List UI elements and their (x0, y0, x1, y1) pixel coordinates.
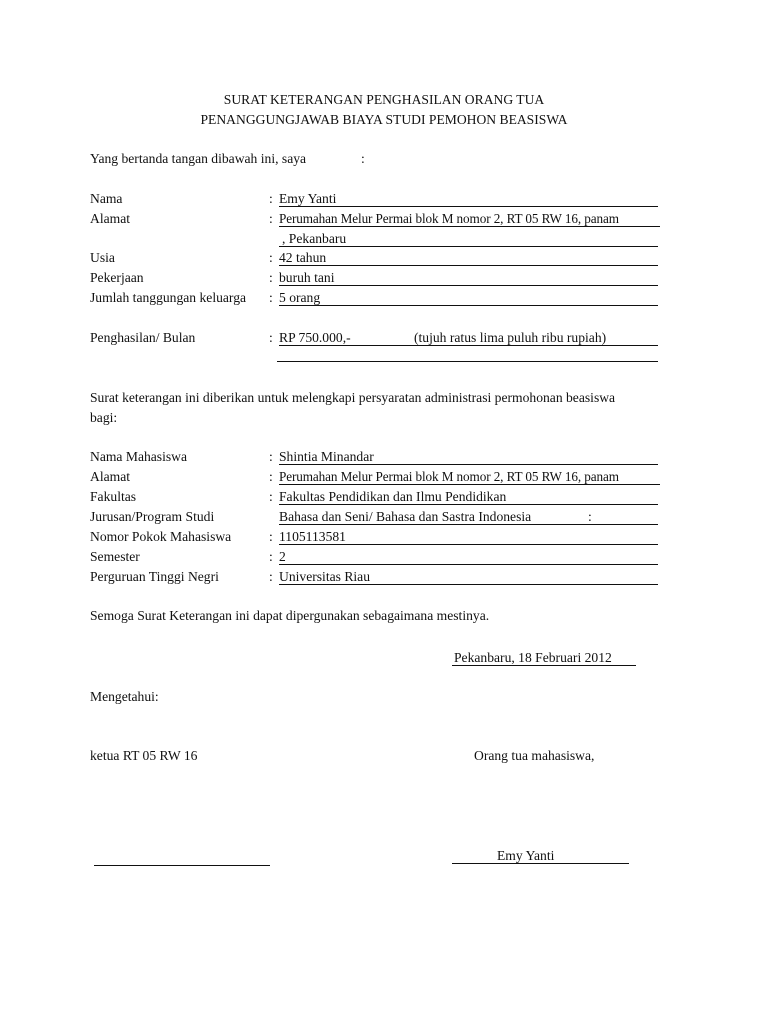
place-date: Pekanbaru, 18 Februari 2012 (454, 650, 612, 665)
separator-colon: : (269, 191, 273, 206)
acknowledged-label: Mengetahui: (90, 689, 159, 704)
student-major-colon: : (588, 509, 592, 524)
student-name-value: Shintia Minandar (279, 449, 374, 464)
student-address-underline (279, 484, 660, 485)
student-major-label: Jurusan/Program Studi (90, 509, 215, 524)
student-university-value: Universitas Riau (279, 569, 370, 584)
parent-income-value: RP 750.000,- (279, 330, 351, 345)
parent-address-underline-line1 (279, 226, 660, 227)
separator-colon: : (269, 569, 273, 584)
separator-colon: : (269, 449, 273, 464)
student-faculty-underline (279, 504, 658, 505)
student-npm-value: 1105113581 (279, 529, 346, 544)
parent-income-label: Penghasilan/ Bulan (90, 330, 196, 345)
signature-line-right (452, 863, 629, 864)
student-name-label: Nama Mahasiswa (90, 449, 188, 464)
parent-job-underline (279, 285, 658, 286)
separator-colon: : (269, 330, 273, 345)
student-university-label: Perguruan Tinggi Negri (90, 569, 219, 584)
parent-age-underline (279, 265, 658, 266)
separator-colon: : (269, 469, 273, 484)
place-date-underline (452, 665, 636, 666)
separator-colon: : (269, 290, 273, 305)
parent-income-underline (279, 345, 658, 346)
parent-name-underline (279, 206, 658, 207)
purpose-text-line1: Surat keterangan ini diberikan untuk melengkapi persyaratan administrasi permohonan beasiswa (90, 390, 616, 405)
intro-colon: : (361, 151, 365, 166)
student-semester-value: 2 (279, 549, 286, 564)
student-semester-underline (279, 564, 658, 565)
separator-colon: : (269, 211, 273, 226)
parent-name-value: Emy Yanti (279, 191, 337, 206)
signer-left-title: ketua RT 05 RW 16 (90, 748, 198, 763)
student-major-underline (279, 524, 658, 525)
signer-right-title: Orang tua mahasiswa, (474, 748, 595, 763)
separator-colon: : (269, 270, 273, 285)
parent-address-underline-line2 (279, 246, 658, 247)
student-university-underline (279, 584, 658, 585)
parent-age-label: Usia (90, 250, 115, 265)
parent-address-value-line2: , Pekanbaru (282, 231, 347, 246)
signer-right-name: Emy Yanti (497, 848, 555, 863)
parent-job-label: Pekerjaan (90, 270, 144, 285)
signature-line-left (94, 865, 270, 866)
student-faculty-label: Fakultas (90, 489, 137, 504)
parent-income-words: (tujuh ratus lima puluh ribu rupiah) (414, 330, 607, 345)
student-npm-label: Nomor Pokok Mahasiswa (90, 529, 232, 544)
separator-colon: : (269, 549, 273, 564)
student-major-value: Bahasa dan Seni/ Bahasa dan Sastra Indonesia (279, 509, 532, 524)
student-semester-label: Semester (90, 549, 140, 564)
student-faculty-value: Fakultas Pendidikan dan Ilmu Pendidikan (279, 489, 507, 504)
closing-text: Semoga Surat Keterangan ini dapat dipergunakan sebagaimana mestinya. (90, 608, 490, 623)
parent-dependents-value: 5 orang (279, 290, 321, 305)
parent-income-blank-line (277, 361, 658, 362)
student-npm-underline (279, 544, 658, 545)
separator-colon: : (269, 489, 273, 504)
parent-dependents-underline (279, 305, 658, 306)
student-address-label: Alamat (90, 469, 131, 484)
student-address-value: Perumahan Melur Permai blok M nomor 2, RT 05 RW 16, panam (279, 469, 619, 484)
parent-dependents-label: Jumlah tanggungan keluarga (90, 290, 247, 305)
intro-text: Yang bertanda tangan dibawah ini, saya (90, 151, 307, 166)
separator-colon: : (269, 529, 273, 544)
parent-age-value: 42 tahun (279, 250, 327, 265)
parent-address-value-line1: Perumahan Melur Permai blok M nomor 2, RT 05 RW 16, panam (279, 211, 619, 226)
student-name-underline (279, 464, 658, 465)
parent-job-value: buruh tani (279, 270, 335, 285)
document-title-line1: SURAT KETERANGAN PENGHASILAN ORANG TUA (223, 92, 545, 107)
purpose-text-line2: bagi: (90, 410, 118, 425)
separator-colon: : (269, 250, 273, 265)
parent-address-label: Alamat (90, 211, 131, 226)
document-title-line2: PENANGGUNGJAWAB BIAYA STUDI PEMOHON BEASISWA (200, 112, 568, 127)
parent-name-label: Nama (90, 191, 123, 206)
